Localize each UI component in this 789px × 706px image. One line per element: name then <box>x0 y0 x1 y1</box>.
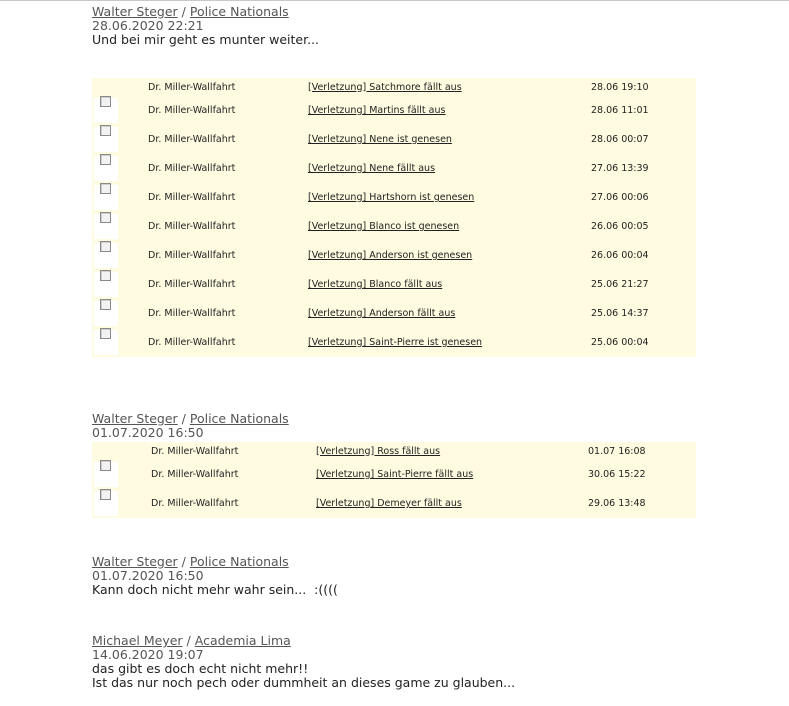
table-row <box>92 154 696 183</box>
news-title-cell <box>308 328 591 357</box>
post-date: 01.07.2020 16:50 <box>92 568 204 583</box>
author-link[interactable]: Michael Meyer <box>92 633 183 648</box>
table-row <box>92 212 696 241</box>
sender-cell: Dr. Miller-Wallfahrt <box>148 308 236 319</box>
sender-cell: Dr. Miller-Wallfahrt <box>148 250 236 261</box>
table-row <box>92 183 696 212</box>
news-title-link[interactable]: [Verletzung] Hartshorn ist genesen <box>308 192 475 203</box>
table-row <box>92 96 696 125</box>
checkbox-cell <box>92 328 148 357</box>
table-row <box>92 125 696 154</box>
news-title-cell <box>316 442 588 460</box>
news-table <box>92 442 696 518</box>
author-separator: / <box>186 633 191 648</box>
news-title-cell <box>308 154 591 183</box>
news-title-link[interactable]: [Verletzung] Martins fällt aus <box>308 105 446 116</box>
post-author-line <box>92 634 515 648</box>
team-link[interactable]: Academia Lima <box>194 633 291 648</box>
checkbox-wrap <box>94 185 118 210</box>
checkbox-cell-empty <box>92 78 148 96</box>
sender-cell: Dr. Miller-Wallfahrt <box>148 134 236 145</box>
sender-cell: Dr. Miller-Wallfahrt <box>148 163 236 174</box>
row-checkbox[interactable] <box>100 96 111 107</box>
author-link[interactable]: Walter Steger <box>92 554 178 569</box>
checkbox-cell <box>92 489 151 518</box>
news-title-cell <box>308 96 591 125</box>
post-text: Und bei mir geht es munter weiter... <box>92 32 320 47</box>
news-title-cell <box>308 125 591 154</box>
checkbox-cell <box>92 270 148 299</box>
post-date: 28.06.2020 22:21 <box>92 18 204 33</box>
top-border <box>0 0 789 1</box>
sender-cell: Dr. Miller-Wallfahrt <box>151 498 239 509</box>
news-title-link[interactable]: [Verletzung] Ross fällt aus <box>316 445 441 457</box>
sender-cell: Dr. Miller-Wallfahrt <box>148 81 236 93</box>
checkbox-wrap <box>94 462 118 487</box>
sender-cell: Dr. Miller-Wallfahrt <box>151 445 239 457</box>
news-time: 01.07 16:08 <box>588 445 646 457</box>
row-checkbox[interactable] <box>100 299 111 310</box>
news-title-link[interactable]: [Verletzung] Anderson ist genesen <box>308 250 473 261</box>
row-checkbox[interactable] <box>100 212 111 223</box>
table-row <box>92 299 696 328</box>
news-time: 28.06 00:07 <box>591 134 649 145</box>
news-title-cell <box>308 270 591 299</box>
sender-cell: Dr. Miller-Wallfahrt <box>148 221 236 232</box>
sender-cell: Dr. Miller-Wallfahrt <box>148 105 236 116</box>
news-title-link[interactable]: [Verletzung] Saint-Pierre ist genesen <box>308 337 483 348</box>
sender-cell: Dr. Miller-Wallfahrt <box>148 279 236 290</box>
post-author-line <box>92 412 289 426</box>
news-time: 28.06 19:10 <box>591 81 649 93</box>
post-text: Kann doch nicht mehr wahr sein... :(((( <box>92 582 338 597</box>
team-link[interactable]: Police Nationals <box>189 411 289 426</box>
post-author-line <box>92 555 338 569</box>
post-text-line-2: Ist das nur noch pech oder dummheit an dieses game zu glauben... <box>92 675 516 690</box>
checkbox-cell-empty <box>92 442 151 460</box>
author-separator: / <box>181 554 186 569</box>
table-row <box>92 270 696 299</box>
news-title-cell <box>308 299 591 328</box>
news-time: 27.06 00:06 <box>591 192 649 203</box>
news-title-link[interactable]: [Verletzung] Saint-Pierre fällt aus <box>316 469 474 480</box>
checkbox-cell <box>92 299 148 328</box>
forum-post <box>92 5 319 47</box>
news-title-link[interactable]: [Verletzung] Anderson fällt aus <box>308 308 456 319</box>
row-checkbox[interactable] <box>100 460 111 471</box>
news-title-cell <box>308 241 591 270</box>
news-time: 26.06 00:04 <box>591 250 649 261</box>
author-separator: / <box>181 411 186 426</box>
news-time: 27.06 13:39 <box>591 163 649 174</box>
news-time: 28.06 11:01 <box>591 105 649 116</box>
forum-post <box>92 412 289 440</box>
table-row <box>92 442 696 460</box>
checkbox-wrap <box>94 214 118 239</box>
author-separator: / <box>181 4 186 19</box>
checkbox-cell <box>92 125 148 154</box>
news-title-cell <box>308 78 591 96</box>
checkbox-wrap <box>94 127 118 152</box>
sender-cell: Dr. Miller-Wallfahrt <box>151 469 239 480</box>
news-table <box>92 78 696 357</box>
team-link[interactable]: Police Nationals <box>189 554 289 569</box>
news-title-cell <box>308 212 591 241</box>
table-row <box>92 78 696 96</box>
checkbox-cell <box>92 212 148 241</box>
checkbox-wrap <box>94 98 118 123</box>
checkbox-cell <box>92 154 148 183</box>
news-title-cell <box>316 489 588 518</box>
row-checkbox[interactable] <box>100 241 111 252</box>
row-checkbox[interactable] <box>100 154 111 165</box>
checkbox-wrap <box>94 156 118 181</box>
checkbox-cell <box>92 460 151 489</box>
author-link[interactable]: Walter Steger <box>92 411 178 426</box>
sender-cell: Dr. Miller-Wallfahrt <box>148 337 236 348</box>
post-date: 01.07.2020 16:50 <box>92 425 204 440</box>
checkbox-wrap <box>94 243 118 268</box>
news-time: 25.06 14:37 <box>591 308 649 319</box>
news-time: 29.06 13:48 <box>588 498 646 509</box>
table-row <box>92 489 696 518</box>
table-row <box>92 460 696 489</box>
news-title-link[interactable]: [Verletzung] Nene ist genesen <box>308 134 452 145</box>
checkbox-wrap <box>94 272 118 297</box>
forum-post <box>92 634 515 690</box>
checkbox-wrap <box>94 491 118 516</box>
checkbox-cell <box>92 96 148 125</box>
row-checkbox[interactable] <box>100 125 111 136</box>
checkbox-cell <box>92 241 148 270</box>
post-date: 14.06.2020 19:07 <box>92 647 204 662</box>
news-time: 26.06 00:05 <box>591 221 649 232</box>
table-row <box>92 241 696 270</box>
news-title-cell <box>316 460 588 489</box>
team-link[interactable]: Police Nationals <box>189 4 289 19</box>
news-title-cell <box>308 183 591 212</box>
table-row <box>92 328 696 357</box>
row-checkbox[interactable] <box>100 183 111 194</box>
news-time: 30.06 15:22 <box>588 469 646 480</box>
sender-cell: Dr. Miller-Wallfahrt <box>148 192 236 203</box>
author-link[interactable]: Walter Steger <box>92 4 178 19</box>
checkbox-cell <box>92 183 148 212</box>
forum-post <box>92 555 338 597</box>
checkbox-wrap <box>94 330 118 355</box>
row-checkbox[interactable] <box>100 489 111 500</box>
news-title-link[interactable]: [Verletzung] Satchmore fällt aus <box>308 81 462 93</box>
news-title-link[interactable]: [Verletzung] Nene fällt aus <box>308 163 436 174</box>
news-time: 25.06 21:27 <box>591 279 649 290</box>
post-author-line <box>92 5 319 19</box>
news-title-link[interactable]: [Verletzung] Blanco ist genesen <box>308 221 460 232</box>
post-text: das gibt es doch echt nicht mehr!! <box>92 661 309 676</box>
news-title-link[interactable]: [Verletzung] Demeyer fällt aus <box>316 498 462 509</box>
news-title-link[interactable]: [Verletzung] Blanco fällt aus <box>308 279 443 290</box>
checkbox-wrap <box>94 301 118 326</box>
news-time: 25.06 00:04 <box>591 337 649 348</box>
row-checkbox[interactable] <box>100 328 111 339</box>
row-checkbox[interactable] <box>100 270 111 281</box>
